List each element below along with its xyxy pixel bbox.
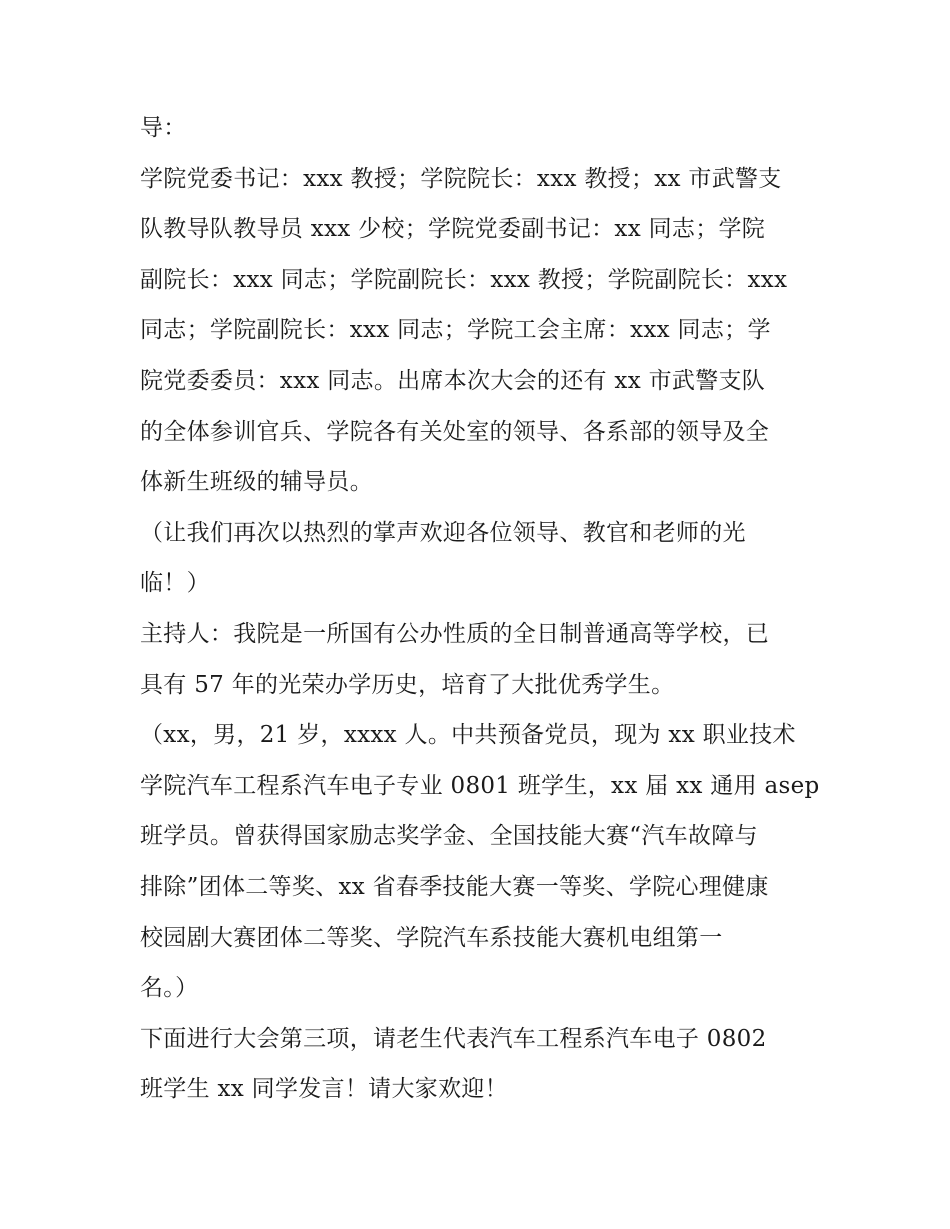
text-line: 班学生 xx 同学发言！请大家欢迎！ (140, 1076, 508, 1103)
text-line: （让我们再次以热烈的掌声欢迎各位领导、教官和老师的光 (140, 519, 746, 546)
text-line: 临！） (140, 570, 210, 597)
text-line: 学院党委书记：xxx 教授；学院院长：xxx 教授；xx 市武警支 (140, 165, 782, 192)
text-line: 的全体参训官兵、学院各有关处室的领导、各系部的领导及全 (140, 418, 770, 445)
text-line: 副院长：xxx 同志；学院副院长：xxx 教授；学院副院长：xxx (140, 266, 788, 293)
text-line: 队教导队教导员 xxx 少校；学院党委副书记：xx 同志；学院 (140, 216, 766, 243)
text-line: 学院汽车工程系汽车电子专业 0801 班学生，xx 届 xx 通用 asep (140, 772, 820, 799)
text-line: 同志；学院副院长：xxx 同志；学院工会主席：xxx 同志；学 (140, 317, 771, 344)
text-line: 排除”团体二等奖、xx 省春季技能大赛一等奖、学院心理健康 (140, 873, 769, 900)
text-line: 班学员。曾获得国家励志奖学金、全国技能大赛“汽车故障与 (140, 823, 758, 850)
text-line: 主持人：我院是一所国有公办性质的全日制普通高等学校，已 (140, 620, 770, 647)
text-line: （xx，男，21 岁，xxxx 人。中共预备党员，现为 xx 职业技术 (140, 722, 796, 749)
text-line: 下面进行大会第三项，请老生代表汽车工程系汽车电子 0802 (140, 1025, 767, 1052)
text-line: 校园剧大赛团体二等奖、学院汽车系技能大赛机电组第一 (140, 924, 723, 951)
text-line: 院党委委员：xxx 同志。出席本次大会的还有 xx 市武警支队 (140, 367, 766, 394)
document-body (140, 103, 830, 1115)
text-line: 体新生班级的辅导员。 (140, 469, 373, 496)
text-line: 导： (140, 115, 187, 141)
text-line: 具有 57 年的光荣办学历史，培育了大批优秀学生。 (140, 671, 675, 698)
text-line: 名。） (140, 975, 199, 1002)
